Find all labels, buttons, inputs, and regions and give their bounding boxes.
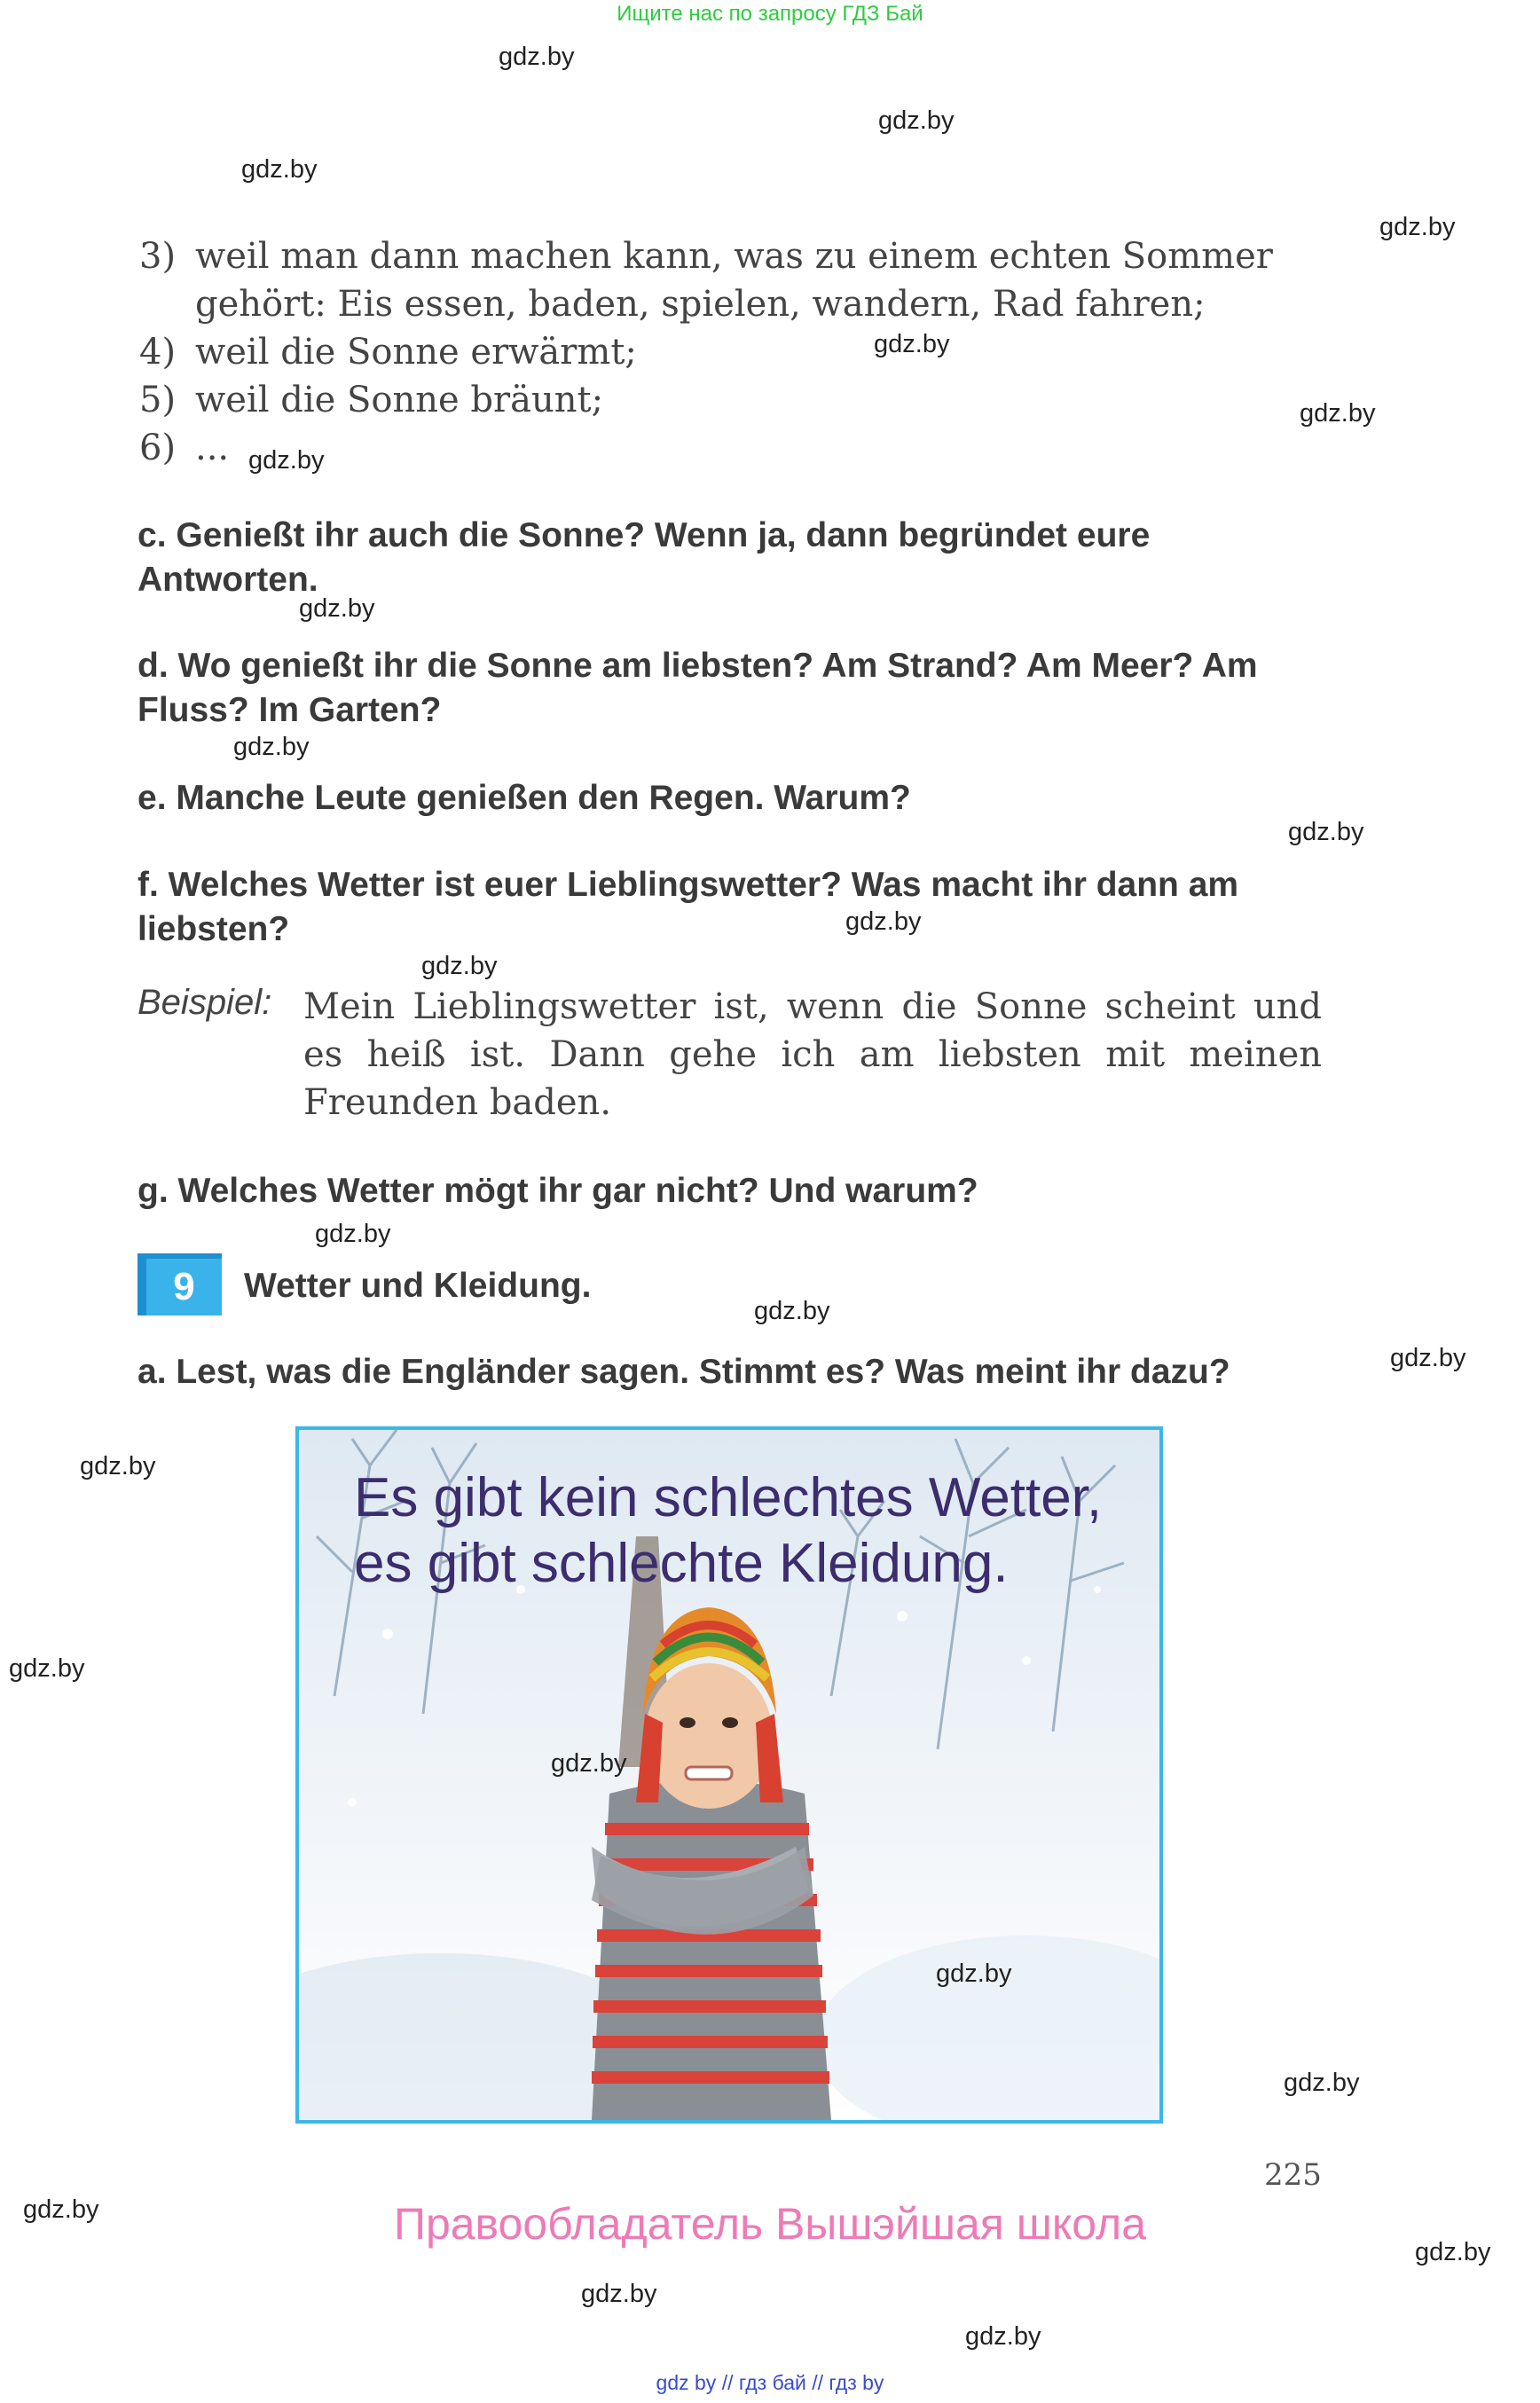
watermark: gdz.by <box>1284 2069 1360 2097</box>
question-c: c. Genießt ihr auch die Sonne? Wenn ja, dann begründet eure Antworten. <box>138 516 1151 599</box>
watermark: gdz.by <box>80 1452 156 1480</box>
list-number: 3) <box>139 236 177 277</box>
watermark: gdz.by <box>878 106 955 135</box>
rights-holder: Правообладатель Вышэйшая школа <box>394 2199 1146 2249</box>
list-item-text: ... <box>195 428 230 468</box>
question-e: e. Manche Leute genießen den Regen. Warum? <box>138 779 911 817</box>
watermark: gdz.by <box>248 446 325 475</box>
list-item-text: weil die Sonne bräunt; <box>195 380 604 420</box>
example-label: Beispiel: <box>138 983 272 1022</box>
watermark: gdz.by <box>551 1749 627 1778</box>
watermark: gdz.by <box>1300 399 1376 428</box>
watermark: gdz.by <box>299 594 375 623</box>
watermark: gdz.by <box>9 1654 85 1683</box>
watermark: gdz.by <box>936 1959 1012 1988</box>
watermark: gdz.by <box>241 155 318 184</box>
question-d: d. Wo genießt ihr die Sonne am liebsten? Am Strand? Am Meer? Am Fluss? Im Garten? <box>138 647 1258 729</box>
winter-boy-picture <box>295 1426 1163 2124</box>
watermark: gdz.by <box>23 2195 99 2224</box>
list-item-text: weil die Sonne erwärmt; <box>195 332 637 373</box>
question-f: f. Welches Wetter ist euer Lieblingswetter? Was macht ihr dann am liebsten? <box>138 866 1239 948</box>
question-g: g. Welches Wetter mögt ihr gar nicht? Und warum? <box>138 1172 978 1210</box>
watermark: gdz.by <box>1379 213 1456 241</box>
list-item-text: weil man dann machen kann, was zu einem echten Sommer <box>195 236 1273 277</box>
watermark: gdz.by <box>581 2280 657 2308</box>
top-search-note: Ищите нас по запросу ГДЗ Бай <box>617 2 923 26</box>
watermark: gdz.by <box>1415 2238 1491 2266</box>
example-label-text: Beispiel <box>138 983 263 1022</box>
list-number: 6) <box>139 428 177 468</box>
exercise-number-badge <box>138 1253 222 1315</box>
list-number: 4) <box>139 332 177 373</box>
page-number: 225 <box>1264 2157 1322 2193</box>
watermark: gdz.by <box>315 1220 391 1248</box>
watermark: gdz.by <box>421 952 498 980</box>
watermark: gdz.by <box>754 1297 830 1325</box>
exercise-number: 9 <box>146 1259 222 1315</box>
footer-links: gdz by // гдз бай // гдз by <box>656 2371 884 2394</box>
exercise-task-a: a. Lest, was die Engländer sagen. Stimmt es? Was meint ihr dazu? <box>138 1353 1230 1391</box>
watermark: gdz.by <box>233 733 310 761</box>
proverb-quote <box>354 1465 1102 1597</box>
watermark: gdz.by <box>1390 1344 1466 1372</box>
list-item-text: gehört: Eis essen, baden, spielen, wandern, Rad fahren; <box>195 284 1206 325</box>
watermark: gdz.by <box>965 2322 1041 2351</box>
exercise-title: Wetter und Kleidung. <box>244 1267 592 1305</box>
watermark: gdz.by <box>874 330 950 358</box>
watermark: gdz.by <box>1288 818 1364 846</box>
list-number: 5) <box>139 380 177 420</box>
watermark: gdz.by <box>499 43 575 71</box>
quote-line-1: Es gibt kein schlechtes Wetter, <box>354 1467 1103 1528</box>
example-text: Mein Lieblingswetter ist, wenn die Sonne scheint und es heiß ist. Dann gehe ich am liebsten mit meinen Freunden baden. <box>303 986 1322 1123</box>
quote-line-2: es gibt schlechte Kleidung. <box>354 1533 1009 1594</box>
watermark: gdz.by <box>845 907 922 936</box>
